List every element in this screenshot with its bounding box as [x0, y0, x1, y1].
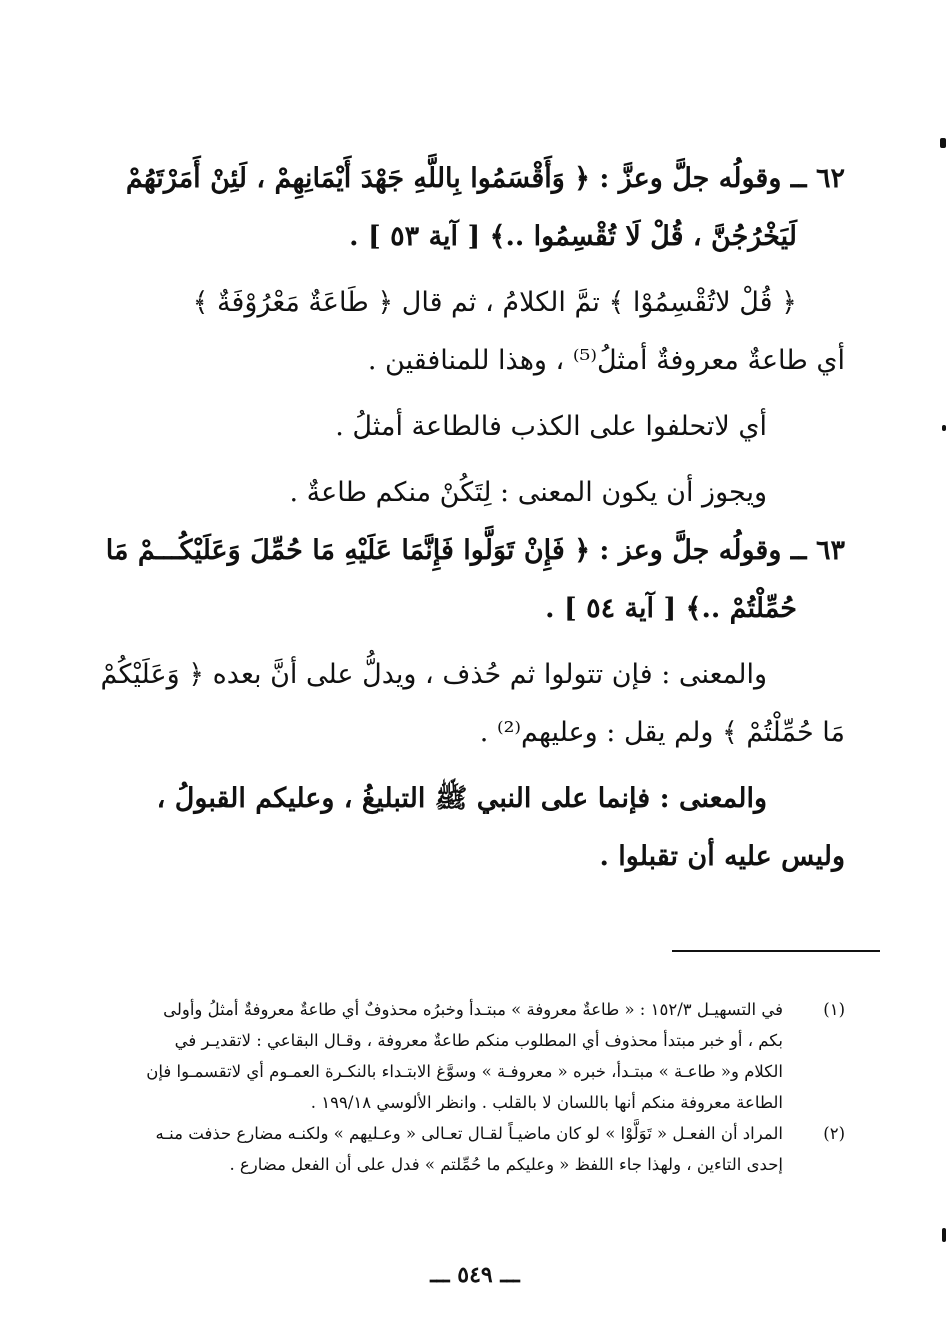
- commentary-line: وليس عليه أن تقبلوا .: [599, 841, 845, 872]
- verse-62-line-2: لَيَخْرُجُنَّ ، قُلْ لَا تُقْسِمُوا ..﴾ [ آية ٥٣ ] .: [349, 221, 797, 252]
- margin-mark: [940, 138, 946, 148]
- page-number: ـــ ٥٤٩ ـــ: [430, 1262, 520, 1288]
- footnote-number: (١): [823, 1000, 845, 1019]
- footnote-line: المراد أن الفعـل « تَوَلَّوْا » لو كان ماضيـاً لقـال تعـالى « وعـليهم » ولكنـه مضارع حذفت منـه: [155, 1124, 783, 1143]
- footnote-line: بكم ، أو خبر مبتدأ محذوف أي المطلوب منكم طاعةٌ معروفة ، وقـال البقاعي : لاتقديـر في: [174, 1031, 783, 1050]
- footnote-line: الطاعة معروفة منكم أنها باللسان لا بالقلب . وانظر الألوسي ١٩٩/١٨ .: [310, 1093, 783, 1112]
- footnote-number: (٢): [823, 1124, 845, 1143]
- main-text: [95, 150, 845, 886]
- commentary-line: ﴿ قُلْ لاتُقْسِمُوْا ﴾ تمَّ الكلامُ ، ثم قال ﴿ طَاعَةٌ مَعْرُوْفَةٌ ﴾: [192, 287, 797, 318]
- footnote-separator: [672, 950, 880, 952]
- verse-63-line-1: ٦٣ ــ وقولُه جلَّ وعز : ﴿ فَإِنْ تَوَلَّوا فَإِنَّمَا عَلَيْهِ مَا حُمِّلَ وَعَلَيْكُـــمْ مَا: [105, 535, 845, 566]
- commentary-line: أي طاعةٌ معروفةٌ أمثلُ⁽⁵⁾ ، وهذا للمنافقين .: [367, 345, 845, 376]
- margin-mark: [942, 425, 946, 431]
- verse-62-line-1: ٦٢ ــ وقولُه جلَّ وعزَّ : ﴿ وَأَقْسَمُوا بِاللَّهِ جَهْدَ أَيْمَانِهِمْ ، لَئِنْ أَمَرْتَهُمْ: [125, 163, 845, 194]
- footnotes: [95, 994, 845, 1180]
- footnote-line: إحدى التاءين ، ولهذا جاء اللفظ « وعليكم ما حُمِّلتم » فدل على أن الفعل مضارع .: [229, 1155, 783, 1174]
- commentary-line: مَا حُمِّلْتُمْ ﴾ ولم يقل : وعليهم⁽²⁾ .: [479, 717, 845, 748]
- commentary-line: ويجوز أن يكون المعنى : لِتَكُنْ منكم طاعةٌ .: [289, 477, 767, 508]
- margin-mark: [942, 1228, 946, 1242]
- verse-63-line-2: حُمِّلْتُمْ ..﴾ [ آية ٥٤ ] .: [545, 593, 797, 624]
- footnote-1: [95, 994, 845, 1118]
- commentary-line: والمعنى : فإن تتولوا ثم حُذف ، ويدلُّ على أنَّ بعده ﴿ وَعَلَيْكُمْ: [100, 659, 767, 690]
- commentary-line: أي لاتحلفوا على الكذب فالطاعة أمثلُ .: [335, 411, 767, 442]
- footnote-line: الكلام و« طاعـة » مبتـدأ، خبره « معروفـة » وسوَّغ الابتـداء بالنكـرة العمـوم أي لاتقسمـوا فإن: [146, 1062, 783, 1081]
- footnote-line: في التسهيـل ١٥٢/٣ : « طاعةٌ معروفة » مبتـدأ وخبرُه محذوفٌ أي طاعةٌ معروفةٌ أمثلُ وأولى: [163, 1000, 783, 1019]
- commentary-line: والمعنى : فإنما على النبي ﷺ التبليغُ ، وعليكم القبولُ ،: [156, 783, 767, 814]
- footnote-2: [95, 1118, 845, 1180]
